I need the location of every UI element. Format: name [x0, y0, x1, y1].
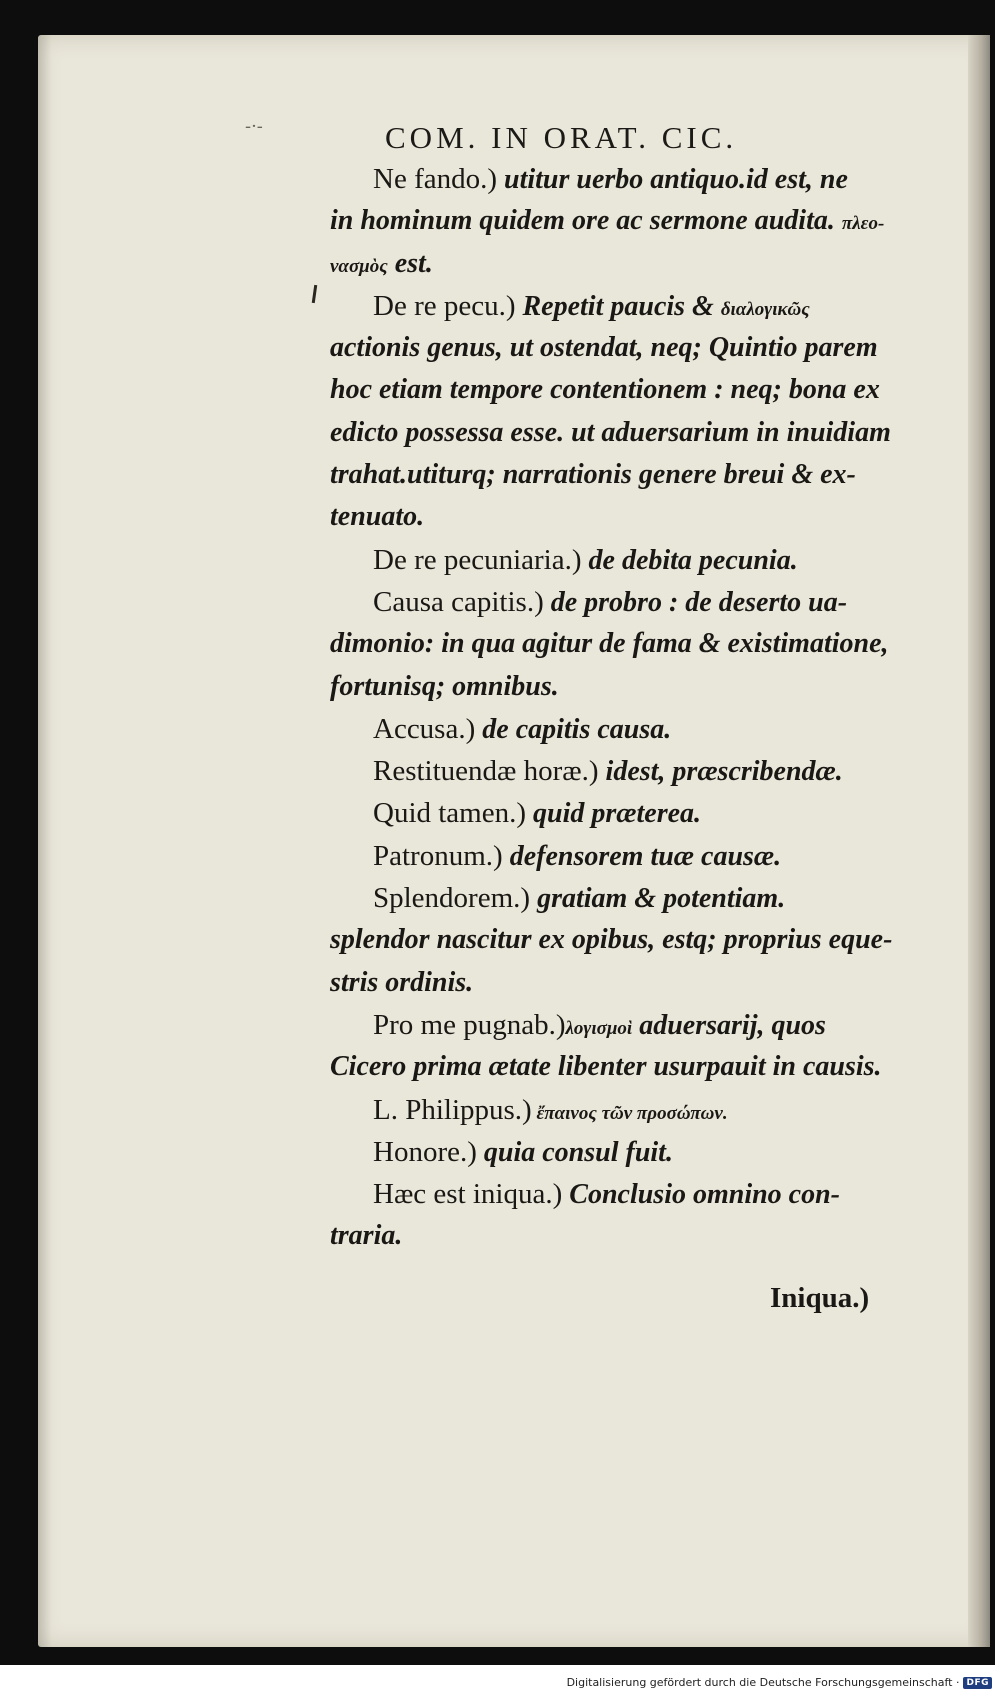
text-line	[330, 1046, 942, 1088]
gloss-text: gratiam & potentiam.	[530, 883, 786, 915]
text-line	[330, 243, 942, 285]
greek-phrase: ἔπαινος τῶν προσώπων.	[531, 1102, 728, 1124]
page-gutter-shadow	[38, 35, 52, 1647]
catchword: Iniqua.)	[770, 1282, 870, 1314]
lemma: L. Philippus.)	[373, 1093, 532, 1126]
gloss-text: trahat.utiturq; narrationis genere breui & ex-	[330, 459, 856, 491]
gloss-text: idest, præscribendæ.	[598, 756, 843, 788]
lemma: Honore.)	[373, 1135, 477, 1168]
lemma: Ne fando.)	[373, 163, 498, 195]
gloss-text: actionis genus, ut ostendat, neq; Quintio parem	[330, 332, 878, 364]
text-line	[330, 1004, 942, 1046]
lemma: De re pecuniaria.)	[373, 543, 582, 576]
commentary-text	[330, 158, 942, 1258]
gloss-text: Conclusio omnino con-	[562, 1179, 840, 1211]
gloss-text: edicto possessa esse. ut aduersarium in inuidiam	[330, 416, 891, 448]
text-line	[330, 369, 942, 411]
lemma: Splendorem.)	[373, 882, 531, 915]
gloss-text: stris ordinis.	[330, 966, 474, 998]
text-line	[330, 539, 942, 581]
gloss-text: quid præterea.	[526, 798, 702, 830]
text-line	[330, 1131, 942, 1173]
text-line	[330, 158, 942, 200]
gloss-text: quia consul fuit.	[476, 1136, 673, 1168]
ink-speck: -·-	[245, 116, 263, 137]
digitization-credit	[567, 1676, 992, 1689]
gloss-text: est.	[387, 247, 433, 279]
lemma: Pro me pugnab.)	[373, 1008, 566, 1041]
text-line	[330, 792, 942, 834]
text-line	[330, 496, 942, 538]
text-line	[330, 1089, 942, 1131]
text-line	[330, 327, 942, 369]
lemma: De re pecu.)	[373, 289, 516, 322]
gloss-text: de capitis causa.	[475, 713, 672, 745]
lemma: Causa capitis.)	[373, 585, 544, 618]
text-line	[330, 285, 942, 327]
gloss-text: utitur uerbo antiquo.id est, ne	[497, 164, 848, 195]
gloss-text: in hominum quidem ore ac sermone audita.	[330, 205, 842, 237]
text-line	[330, 200, 942, 242]
gloss-text: de debita pecunia.	[581, 544, 798, 576]
lemma: Patronum.)	[373, 839, 503, 872]
text-line	[330, 919, 942, 961]
gloss-text: splendor nascitur ex opibus, estq; proprius eque-	[330, 924, 893, 956]
text-line	[330, 623, 942, 665]
gloss-text: aduersarij, quos	[632, 1009, 826, 1041]
text-line	[330, 962, 942, 1004]
text-line	[330, 1215, 942, 1257]
gloss-text: dimonio: in qua agitur de fama & existimatione,	[330, 628, 889, 660]
text-line	[330, 877, 942, 919]
gloss-text: traria.	[330, 1220, 403, 1252]
text-line	[330, 1173, 942, 1215]
text-line	[330, 666, 942, 708]
gloss-text: tenuato.	[330, 501, 425, 533]
lemma: Accusa.)	[373, 712, 476, 745]
gloss-text: defensorem tuæ causæ.	[502, 840, 782, 872]
text-line	[330, 750, 942, 792]
gloss-text: de probro : de deserto ua-	[543, 586, 848, 618]
lemma: Hæc est iniqua.)	[373, 1178, 563, 1211]
greek-phrase: νασμὸς	[330, 255, 388, 277]
gloss-text: Cicero prima ætate libenter usurpauit in causis.	[330, 1051, 882, 1083]
text-line	[330, 454, 942, 496]
greek-phrase: διαλογικῶς	[720, 298, 810, 320]
text-line	[330, 835, 942, 877]
credit-text: Digitalisierung gefördert durch die Deutsche Forschungsgemeinschaft ·	[566, 1676, 960, 1689]
text-line	[330, 581, 942, 623]
gloss-text: hoc etiam tempore contentionem : neq; bona ex	[330, 374, 880, 406]
dfg-logo: DFG	[963, 1677, 992, 1689]
text-line	[330, 708, 942, 750]
gloss-text: fortunisq; omnibus.	[330, 670, 559, 702]
greek-phrase: πλεο-	[841, 213, 885, 235]
lemma: Restituendæ horæ.)	[373, 755, 599, 788]
greek-phrase: λογισμοὶ	[565, 1017, 633, 1039]
lemma: Quid tamen.)	[373, 797, 527, 830]
text-line	[330, 412, 942, 454]
page-fore-edge	[968, 35, 990, 1647]
gloss-text: Repetit paucis &	[515, 290, 721, 322]
running-head: COM. IN ORAT. CIC.	[385, 120, 738, 155]
